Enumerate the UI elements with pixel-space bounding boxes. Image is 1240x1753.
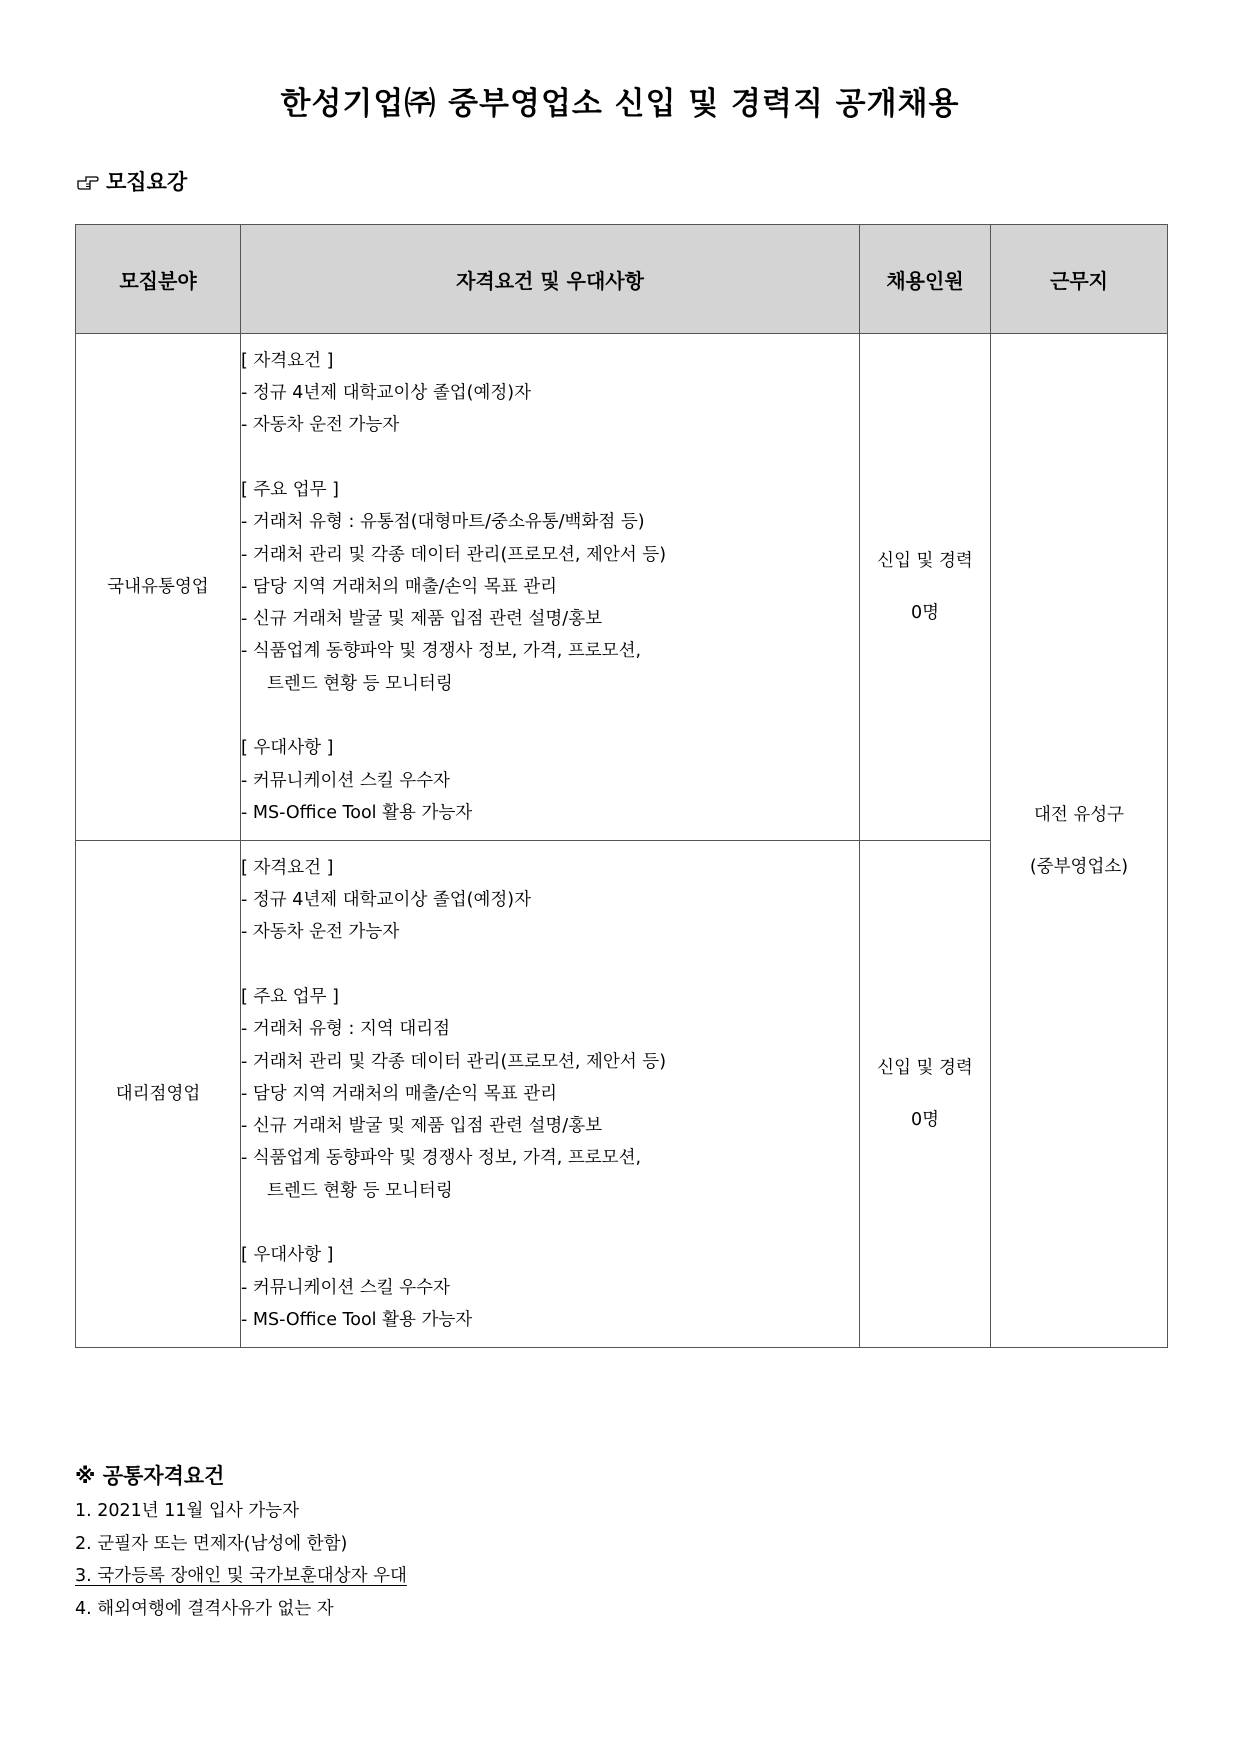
location-cell <box>991 334 1168 1348</box>
header-headcount: 채용인원 <box>860 225 991 334</box>
common-requirements-heading: ※ 공통자격요건 <box>75 1464 225 1488</box>
headcount-type: 신입 및 경력 <box>877 1058 973 1078</box>
detail-line: - 자동차 운전 가능자 <box>241 922 400 943</box>
detail-line: - 식품업계 동향파악 및 경쟁사 정보, 가격, 프로모션, <box>241 1148 642 1169</box>
header-location: 근무지 <box>991 225 1168 334</box>
detail-line: - 신규 거래처 발굴 및 제품 입점 관련 설명/홍보 <box>241 1116 603 1137</box>
detail-line: [ 자격요건 ] <box>241 857 334 878</box>
header-field: 모집분야 <box>76 225 241 334</box>
detail-line: - 담당 지역 거래처의 매출/손익 목표 관리 <box>241 576 558 597</box>
detail-line: [ 주요 업무 ] <box>241 479 339 500</box>
detail-line: - 거래처 관리 및 각종 데이터 관리(프로모션, 제안서 등) <box>241 1051 667 1072</box>
location-office: (중부영업소) <box>1029 856 1129 877</box>
detail-line: - 정규 4년제 대학교이상 졸업(예정)자 <box>241 383 532 404</box>
common-requirements-list <box>75 1495 407 1625</box>
detail-line: - 거래처 유형 : 지역 대리점 <box>241 1019 451 1040</box>
detail-line: - MS-Office Tool 활용 가능자 <box>241 802 473 823</box>
document-title: 한성기업㈜ 중부영업소 신입 및 경력직 공개채용 <box>280 86 960 122</box>
table-row <box>76 334 1168 841</box>
detail-spacer <box>241 1207 859 1239</box>
detail-line: - 식품업계 동향파악 및 경쟁사 정보, 가격, 프로모션, <box>241 641 642 662</box>
detail-line: - 자동차 운전 가능자 <box>241 415 400 436</box>
detail-line: - 거래처 유형 : 유통점(대형마트/중소유통/백화점 등) <box>241 512 645 533</box>
headcount-number: 0명 <box>910 1110 940 1130</box>
detail-line: 트렌드 현황 등 모니터링 <box>267 673 453 694</box>
detail-line: - 담당 지역 거래처의 매출/손익 목표 관리 <box>241 1083 558 1104</box>
headcount-cell <box>860 334 991 841</box>
field-cell: 국내유통영업 <box>76 334 241 841</box>
detail-spacer <box>241 442 859 474</box>
headcount-type: 신입 및 경력 <box>877 551 973 571</box>
list-item: 2. 군필자 또는 면제자(남성에 한함) <box>75 1533 348 1554</box>
detail-line: [ 우대사항 ] <box>241 738 334 759</box>
section-heading <box>76 166 187 196</box>
list-item <box>75 1560 407 1593</box>
details-cell <box>241 334 860 841</box>
list-item: 1. 2021년 11월 입사 가능자 <box>75 1501 300 1521</box>
detail-line: - 신규 거래처 발굴 및 제품 입점 관련 설명/홍보 <box>241 609 603 630</box>
detail-line: - 거래처 관리 및 각종 데이터 관리(프로모션, 제안서 등) <box>241 544 667 565</box>
header-requirements: 자격요건 및 우대사항 <box>241 225 860 334</box>
headcount-number: 0명 <box>910 603 940 623</box>
detail-spacer <box>241 700 859 732</box>
detail-line: - 커뮤니케이션 스킬 우수자 <box>241 770 450 791</box>
recruitment-table <box>75 224 1168 1348</box>
field-cell: 대리점영업 <box>76 841 241 1348</box>
detail-line: - 커뮤니케이션 스킬 우수자 <box>241 1277 450 1298</box>
detail-line: 트렌드 현황 등 모니터링 <box>267 1180 453 1201</box>
table-header-row <box>76 225 1168 334</box>
pointing-hand-icon <box>76 172 100 190</box>
detail-line: [ 자격요건 ] <box>241 350 334 371</box>
detail-line: - MS-Office Tool 활용 가능자 <box>241 1309 473 1330</box>
headcount-cell <box>860 841 991 1348</box>
detail-spacer <box>241 949 859 981</box>
detail-line: - 정규 4년제 대학교이상 졸업(예정)자 <box>241 890 532 911</box>
location-city: 대전 유성구 <box>1033 804 1125 825</box>
list-item-text: 3. 국가등록 장애인 및 국가보훈대상자 우대 <box>75 1566 407 1586</box>
detail-line: [ 우대사항 ] <box>241 1245 334 1266</box>
detail-line: [ 주요 업무 ] <box>241 986 339 1007</box>
section-heading-label: 모집요강 <box>106 170 188 194</box>
details-cell <box>241 841 860 1348</box>
list-item: 4. 해외여행에 결격사유가 없는 자 <box>75 1598 334 1619</box>
